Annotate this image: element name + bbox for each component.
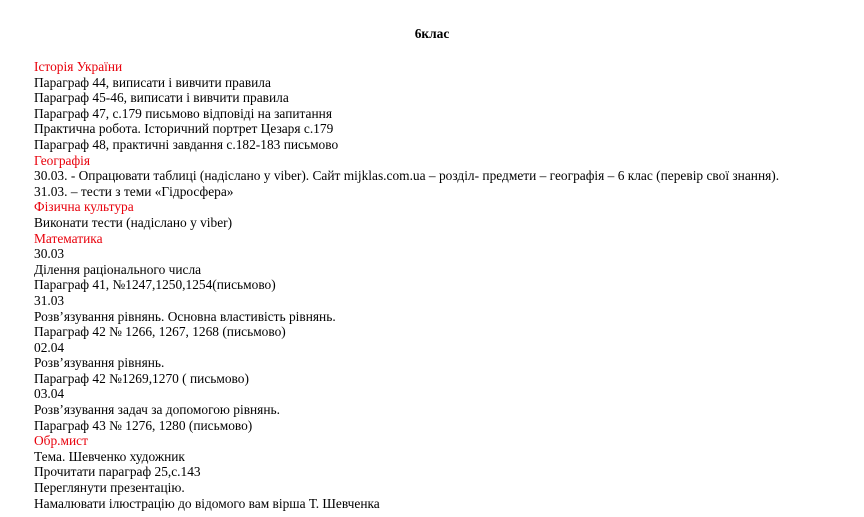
text-line: Параграф 47, с.179 письмово відповіді на запитання: [34, 105, 332, 121]
text-line: Параграф 41, №1247,1250,1254(письмово): [34, 277, 276, 293]
heading-geography: Географія: [34, 152, 91, 168]
text-line: Намалювати ілюстрацію до відомого вам вірша Т. Шевченка: [34, 495, 380, 511]
document-title: 6клас: [414, 26, 450, 41]
text-line: Переглянути презентацію.: [34, 480, 185, 496]
date-line: 30.03: [34, 246, 65, 262]
heading-history: Історія України: [34, 59, 123, 74]
text-line: Параграф 45-46, виписати і вивчити правила: [34, 90, 289, 106]
date-line: 02.04: [34, 339, 65, 355]
text-line: Ділення раціонального числа: [34, 261, 202, 277]
date-line: 31.03: [34, 292, 65, 308]
text-line: Виконати тести (надіслано у viber): [34, 214, 233, 230]
text-line: Параграф 42 №1269,1270 ( письмово): [34, 370, 249, 386]
text-line: Прочитати параграф 25,с.143: [34, 464, 201, 480]
text-line: Розв’язування рівнянь. Основна властивість рівнянь.: [34, 308, 336, 324]
heading-mathematics: Математика: [34, 230, 103, 246]
text-line: Розв’язування задач за допомогою рівнянь.: [34, 402, 280, 418]
text-line: Практична робота. Історичний портрет Цезаря с.179: [34, 121, 334, 137]
document-body: [34, 59, 834, 511]
text-line: Розв’язування рівнянь.: [34, 355, 165, 371]
text-line: Параграф 48, практичні завдання с.182-183 письмово: [34, 136, 339, 152]
text-line: Тема. Шевченко художник: [34, 448, 185, 464]
text-line: Параграф 42 № 1266, 1267, 1268 (письмово): [34, 324, 286, 340]
text-line: Параграф 43 № 1276, 1280 (письмово): [34, 417, 253, 433]
text-line: 30.03. - Опрацювати таблиці (надіслано у viber). Сайт mijklas.com.ua – розділ- предмети – географія – 6 клас (перевір свої знання).: [34, 168, 780, 184]
heading-physical-education: Фізична культура: [34, 199, 134, 215]
text-line: Параграф 44, виписати і вивчити правила: [34, 74, 271, 90]
heading-art: Обр.мист: [34, 433, 88, 449]
text-line: 31.03. – тести з теми «Гідросфера»: [34, 183, 234, 199]
date-line: 03.04: [34, 386, 65, 402]
